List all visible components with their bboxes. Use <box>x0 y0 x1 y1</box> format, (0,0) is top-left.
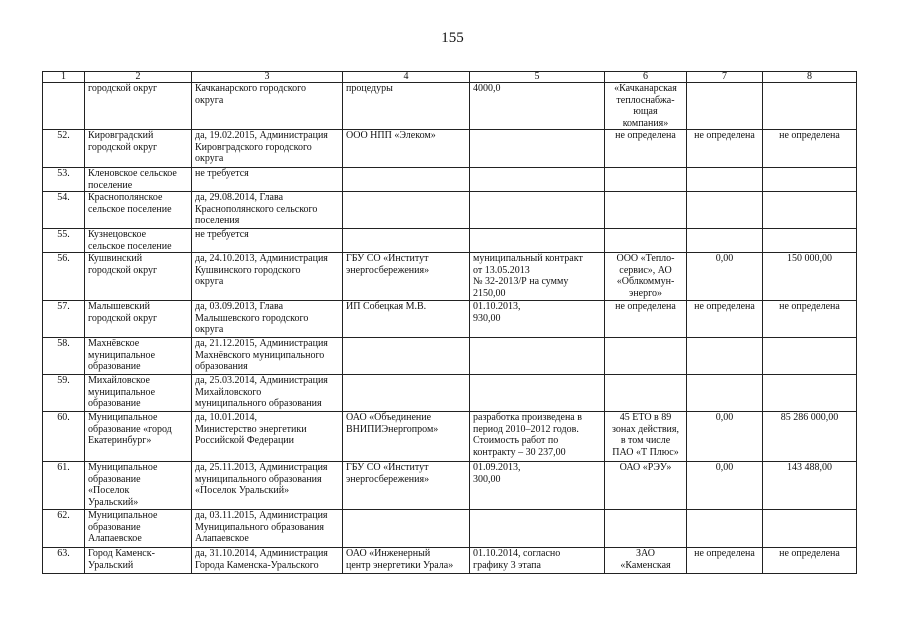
developer-cell: ООО НПП «Элеком» <box>343 130 470 168</box>
column-number: 8 <box>763 72 857 83</box>
column-number: 7 <box>687 72 763 83</box>
cost-cell <box>687 229 763 253</box>
approval-cell: да, 25.11.2013, Администрация муниципального образования «Поселок Уральский» <box>192 462 343 510</box>
total-cell: 143 488,00 <box>763 462 857 510</box>
cost-cell: не определена <box>687 301 763 338</box>
page-number: 155 <box>441 30 464 46</box>
organization-cell: ООО «Тепло- сервис», АО «Облкоммун- энерго» <box>605 253 687 301</box>
table-row <box>43 253 857 301</box>
contract-cell <box>470 338 605 375</box>
row-number: 54. <box>43 192 85 229</box>
developer-cell <box>343 510 470 548</box>
cost-cell <box>687 192 763 229</box>
row-number: 56. <box>43 253 85 301</box>
total-cell <box>763 83 857 130</box>
contract-cell <box>470 510 605 548</box>
cost-cell <box>687 338 763 375</box>
table-row <box>43 548 857 574</box>
approval-cell: да, 21.12.2015, Администрация Махнёвского муниципального образования <box>192 338 343 375</box>
total-cell: 85 286 000,00 <box>763 412 857 462</box>
row-number: 59. <box>43 375 85 412</box>
developer-cell: процедуры <box>343 83 470 130</box>
organization-cell: ЗАО «Каменская <box>605 548 687 574</box>
row-number: 60. <box>43 412 85 462</box>
total-cell: не определена <box>763 548 857 574</box>
contract-cell <box>470 229 605 253</box>
row-number: 63. <box>43 548 85 574</box>
organization-cell <box>605 229 687 253</box>
row-number: 57. <box>43 301 85 338</box>
approval-cell: да, 19.02.2015, Администрация Кировградского городского округа <box>192 130 343 168</box>
organization-cell <box>605 338 687 375</box>
municipality-cell: городской округ <box>85 83 192 130</box>
table-row <box>43 510 857 548</box>
developer-cell <box>343 168 470 192</box>
table-row <box>43 130 857 168</box>
table-row <box>43 301 857 338</box>
developer-cell: ГБУ СО «Институт энергосбережения» <box>343 253 470 301</box>
column-number: 5 <box>470 72 605 83</box>
approval-cell: да, 10.01.2014, Министерство энергетики Российской Федерации <box>192 412 343 462</box>
approval-cell: да, 03.11.2015, Администрация Муниципального образования Алапаевское <box>192 510 343 548</box>
approval-cell: да, 25.03.2014, Администрация Михайловского муниципального образования <box>192 375 343 412</box>
column-number: 2 <box>85 72 192 83</box>
registry-table <box>42 71 857 574</box>
table-row <box>43 192 857 229</box>
municipality-cell: Муниципальное образование Алапаевское <box>85 510 192 548</box>
cost-cell: 0,00 <box>687 253 763 301</box>
approval-cell: да, 24.10.2013, Администрация Кушвинского городского округа <box>192 253 343 301</box>
approval-cell: да, 31.10.2014, Администрация Города Каменска-Уральского <box>192 548 343 574</box>
row-number: 58. <box>43 338 85 375</box>
organization-cell: не определена <box>605 130 687 168</box>
developer-cell: ОАО «Объединение ВНИПИЭнергопром» <box>343 412 470 462</box>
cost-cell <box>687 510 763 548</box>
approval-cell: не требуется <box>192 229 343 253</box>
total-cell <box>763 510 857 548</box>
municipality-cell: Город Каменск- Уральский <box>85 548 192 574</box>
organization-cell <box>605 375 687 412</box>
municipality-cell: Кленовское сельское поселение <box>85 168 192 192</box>
table-row <box>43 168 857 192</box>
approval-cell: да, 29.08.2014, Глава Краснополянского сельского поселения <box>192 192 343 229</box>
developer-cell: ОАО «Инженерный центр энергетики Урала» <box>343 548 470 574</box>
contract-cell <box>470 130 605 168</box>
organization-cell <box>605 510 687 548</box>
cost-cell <box>687 375 763 412</box>
contract-cell <box>470 375 605 412</box>
cost-cell: 0,00 <box>687 462 763 510</box>
row-number: 61. <box>43 462 85 510</box>
approval-cell: Качканарского городского округа <box>192 83 343 130</box>
municipality-cell: Кузнецовское сельское поселение <box>85 229 192 253</box>
organization-cell <box>605 168 687 192</box>
municipality-cell: Махнёвское муниципальное образование <box>85 338 192 375</box>
developer-cell: ГБУ СО «Институт энергосбережения» <box>343 462 470 510</box>
row-number <box>43 83 85 130</box>
contract-cell: муниципальный контракт от 13.05.2013 № 32-2013/Р на сумму 2150,00 <box>470 253 605 301</box>
total-cell: не определена <box>763 130 857 168</box>
column-number: 6 <box>605 72 687 83</box>
organization-cell: «Качканарская теплоснабжа- ющая компания» <box>605 83 687 130</box>
organization-cell: 45 ЕТО в 89 зонах действия, в том числе ПАО «Т Плюс» <box>605 412 687 462</box>
table-row <box>43 375 857 412</box>
contract-cell: разработка произведена в период 2010–2012 годов. Стоимость работ по контракту – 30 237,00 <box>470 412 605 462</box>
row-number: 53. <box>43 168 85 192</box>
row-number: 52. <box>43 130 85 168</box>
row-number: 62. <box>43 510 85 548</box>
organization-cell: ОАО «РЭУ» <box>605 462 687 510</box>
cost-cell <box>687 83 763 130</box>
organization-cell: не определена <box>605 301 687 338</box>
contract-cell: 01.10.2014, согласно графику 3 этапа <box>470 548 605 574</box>
total-cell <box>763 229 857 253</box>
contract-cell: 01.09.2013, 300,00 <box>470 462 605 510</box>
total-cell <box>763 192 857 229</box>
total-cell <box>763 168 857 192</box>
municipality-cell: Малышевский городской округ <box>85 301 192 338</box>
developer-cell <box>343 375 470 412</box>
column-number: 1 <box>43 72 85 83</box>
total-cell: 150 000,00 <box>763 253 857 301</box>
municipality-cell: Муниципальное образование «Поселок Уральский» <box>85 462 192 510</box>
cost-cell <box>687 168 763 192</box>
column-number: 4 <box>343 72 470 83</box>
table-row <box>43 83 857 130</box>
developer-cell <box>343 229 470 253</box>
approval-cell: не требуется <box>192 168 343 192</box>
organization-cell <box>605 192 687 229</box>
municipality-cell: Кушвинский городской округ <box>85 253 192 301</box>
contract-cell: 4000,0 <box>470 83 605 130</box>
municipality-cell: Муниципальное образование «город Екатеринбург» <box>85 412 192 462</box>
developer-cell <box>343 338 470 375</box>
table-row <box>43 462 857 510</box>
table-row <box>43 229 857 253</box>
municipality-cell: Краснополянское сельское поселение <box>85 192 192 229</box>
total-cell: не определена <box>763 301 857 338</box>
table-row <box>43 412 857 462</box>
total-cell <box>763 338 857 375</box>
contract-cell: 01.10.2013, 930,00 <box>470 301 605 338</box>
developer-cell <box>343 192 470 229</box>
total-cell <box>763 375 857 412</box>
contract-cell <box>470 168 605 192</box>
column-number-row <box>43 72 857 83</box>
municipality-cell: Михайловское муниципальное образование <box>85 375 192 412</box>
cost-cell: не определена <box>687 130 763 168</box>
cost-cell: 0,00 <box>687 412 763 462</box>
table-row <box>43 338 857 375</box>
developer-cell: ИП Собецкая М.В. <box>343 301 470 338</box>
cost-cell: не определена <box>687 548 763 574</box>
row-number: 55. <box>43 229 85 253</box>
column-number: 3 <box>192 72 343 83</box>
municipality-cell: Кировградский городской округ <box>85 130 192 168</box>
approval-cell: да, 03.09.2013, Глава Малышевского городского округа <box>192 301 343 338</box>
contract-cell <box>470 192 605 229</box>
